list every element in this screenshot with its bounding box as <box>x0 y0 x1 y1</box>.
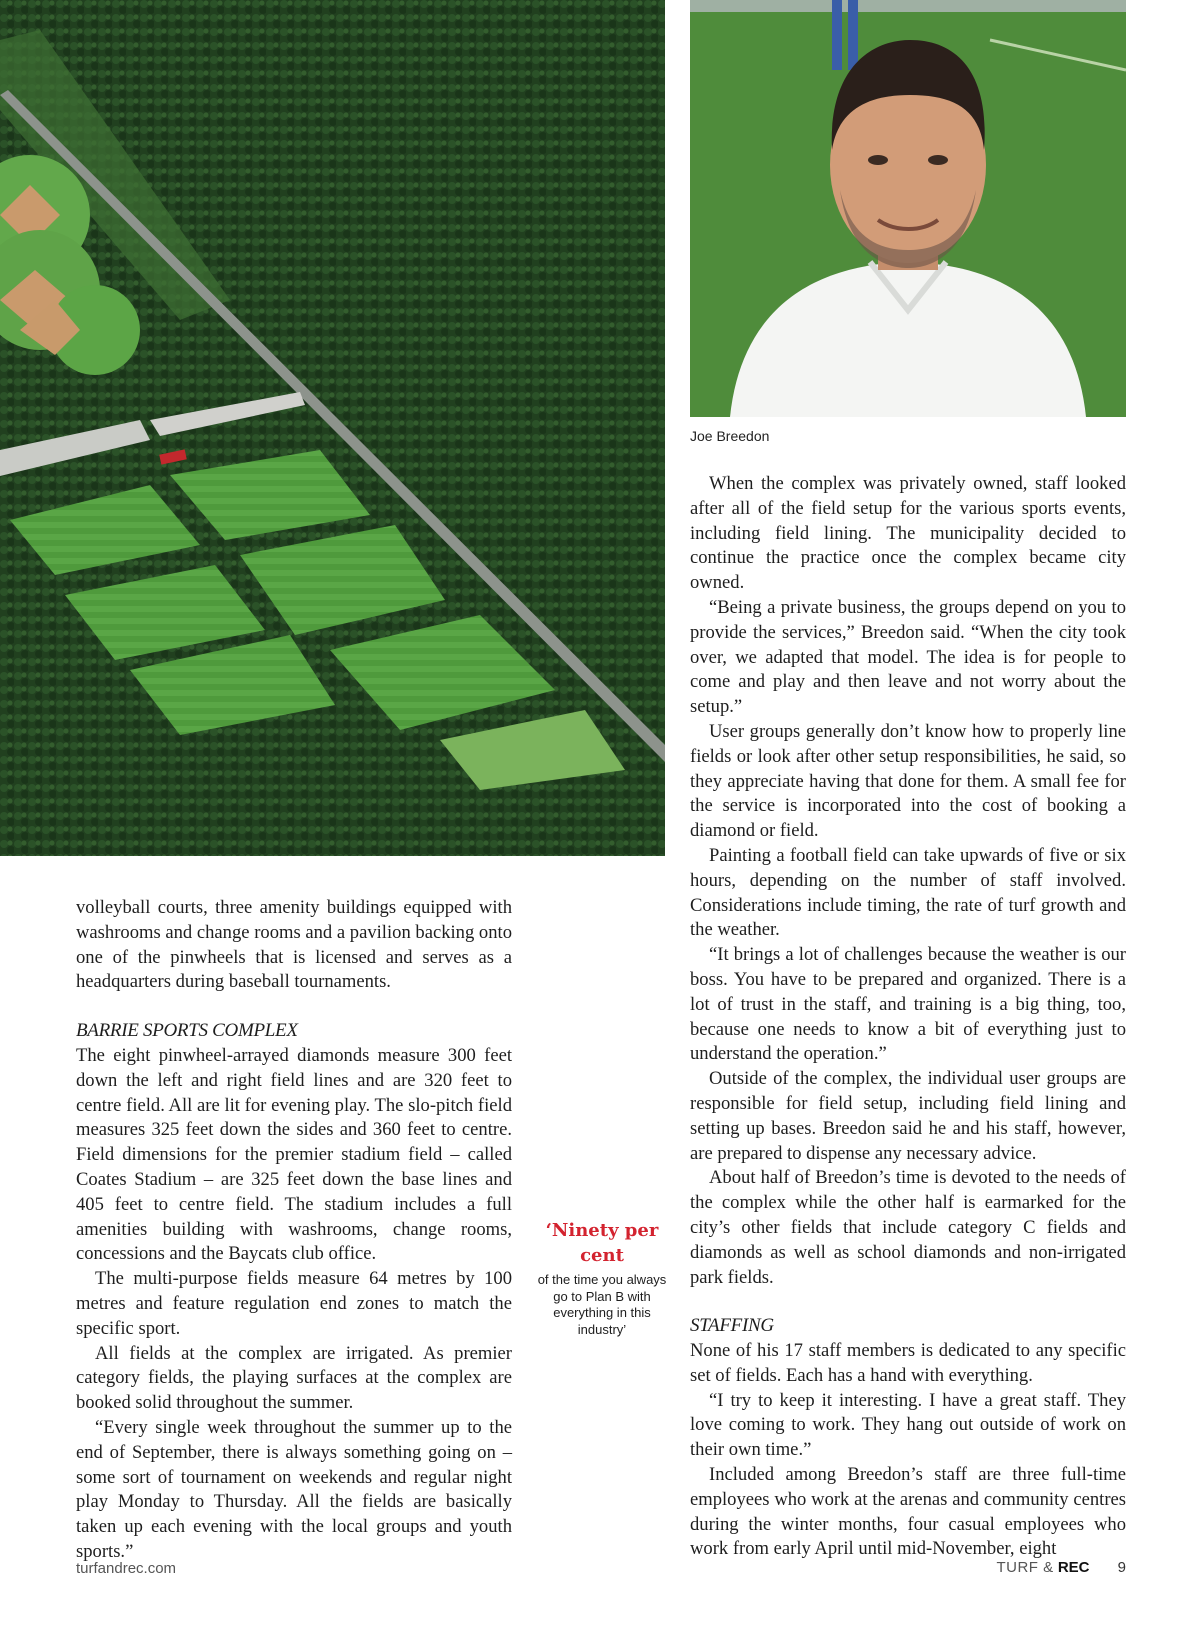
subhead-staffing: STAFFING <box>690 1315 774 1337</box>
paragraph: “I try to keep it interesting. I have a great staff. They love coming to work. They hang out outside of work on their own time.” <box>690 1389 1126 1461</box>
pull-quote <box>532 1218 672 1338</box>
paragraph: Outside of the complex, the individual user groups are responsible for field setup, including field lining and setting up bases. Breedon said he and his staff, however, are prepared to dispense any necessary advice. <box>690 1068 1126 1164</box>
paragraph: The eight pinwheel-arrayed diamonds measure 300 feet down the left and right field lines and are 320 feet to centre field. All are lit for evening play. The slo-pitch field measures 325 feet down the sides and 360 feet to centre. Field dimensions for the premier stadium field – called Coates Stadium – are 325 feet down the base lines and 405 feet to centre field. The stadium includes a full amenities building with washrooms, change rooms, concessions and the Baycats club office. <box>76 1044 512 1265</box>
left-column <box>76 896 512 1565</box>
right-column <box>690 472 1126 1562</box>
pull-quote-body: of the time you always go to Plan B with everything in this industry’ <box>537 1272 667 1337</box>
paragraph: “Being a private business, the groups depend on you to provide the services,” Breedon said. “When the city took over, we adapted that model. The idea is for people to come and play and then leave and not worry about the setup.” <box>690 596 1126 718</box>
paragraph: “It brings a lot of challenges because the weather is our boss. You have to be prepared and organized. There is a lot of trust in the staff, and training is a big thing, too, because one needs to know a bit of everything just to understand the operation.” <box>690 944 1126 1065</box>
paragraph: The multi-purpose fields measure 64 metres by 100 metres and feature regulation end zones to match the specific sport. <box>76 1268 512 1339</box>
paragraph: “Every single week throughout the summer up to the end of September, there is always something going on – some sort of tournament on weekends and regular night play Monday to Thursday. All the fields are basically taken up each evening with the local groups and youth sports.” <box>76 1416 512 1562</box>
paragraph: Painting a football field can take upwards of five or six hours, depending on the number of staff involved. Considerations include timing, the rate of turf growth and the weather. <box>690 844 1126 941</box>
paragraph: About half of Breedon’s time is devoted to the needs of the complex while the other half is earmarked for the city’s other fields that include category C fields and diamonds as well as school diamonds and non-irrigated park fields. <box>690 1167 1126 1288</box>
paragraph: None of his 17 staff members is dedicated to any specific set of fields. Each has a hand with everything. <box>690 1340 1126 1386</box>
paragraph: All fields at the complex are irrigated. As premier category fields, the playing surfaces at the complex are booked solid throughout the summer. <box>76 1342 512 1414</box>
page-number: 9 <box>1117 1559 1126 1576</box>
portrait-photo <box>690 0 1126 417</box>
subhead-barrie-sports-complex: BARRIE SPORTS COMPLEX <box>76 1020 298 1042</box>
paragraph: volleyball courts, three amenity buildings equipped with washrooms and change rooms and a pavilion backing onto one of the pinwheels that is licensed and serves as a headquarters during baseball tournaments. <box>76 897 512 993</box>
footer-magazine <box>996 1559 1126 1576</box>
paragraph: Included among Breedon’s staff are three full-time employees who work at the arenas and community centres during the winter months, four casual employees who work from early April until mid-November, eight <box>690 1464 1126 1560</box>
magazine-name-part2: REC <box>1057 1559 1090 1576</box>
paragraph: When the complex was privately owned, staff looked after all of the field setup for the various sports events, including field lining. The municipality decided to continue the practice once the complex became city owned. <box>690 473 1126 594</box>
aerial-photo-sports-complex <box>0 0 665 856</box>
photo-caption: Joe Breedon <box>690 428 770 444</box>
footer-website: turfandrec.com <box>76 1560 177 1577</box>
paragraph: User groups generally don’t know how to properly line fields or look after other setup responsibilities, he said, so they appreciate having that done for them. A small fee for the service is incorporated into the cost of booking a diamond or field. <box>690 720 1126 842</box>
pull-quote-head: ‘Ninety per cent <box>545 1220 659 1266</box>
magazine-name-part1: TURF & <box>996 1559 1054 1576</box>
